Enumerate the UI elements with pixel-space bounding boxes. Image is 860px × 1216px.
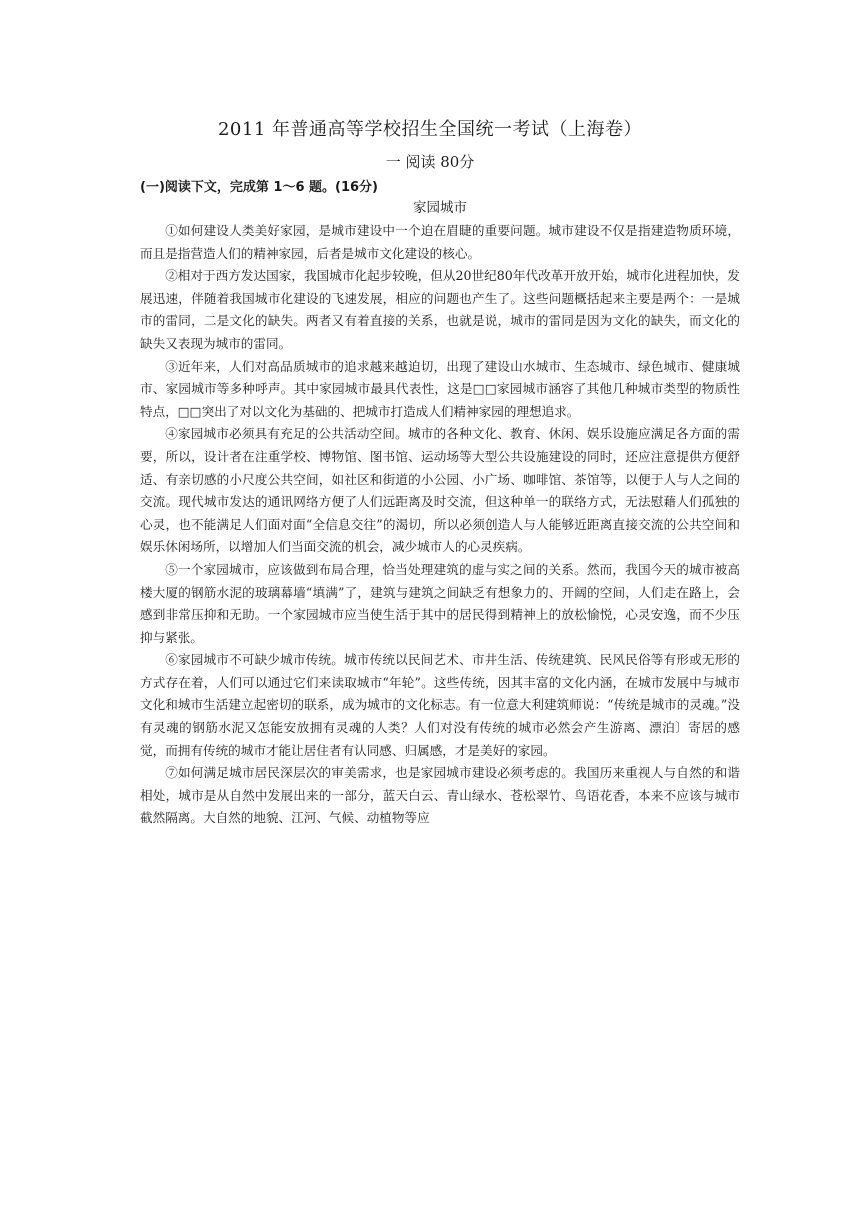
paragraph-7: ⑦如何满足城市居民深层次的审美需求，也是家园城市建设必须考虑的。我国历来重视人与自然的和谐相处，城市是从自然中发展出来的一部分，蓝天白云、青山绿水、苍松翠竹、鸟语花香，本来不应该与城市截然隔离。大自然的地貌、江河、气候、动植物等应 [140, 765, 740, 826]
scanned-passage [140, 178, 740, 830]
paragraph-3: ③近年来，人们对高品质城市的追求越来越迫切，出现了建设山水城市、生态城市、绿色城市、健康城市、家园城市等多种呼声。其中家园城市最具代表性，这是□□家园城市涵容了其他几种城市类型的物质性特点，□□突出了对以文化为基础的、把城市打造成人们精神家园的理想追求。 [140, 358, 740, 419]
article-title: 家园城市 [413, 200, 467, 216]
paragraph-5: ⑤一个家园城市，应该做到布局合理，恰当处理建筑的虚与实之间的关系。然而，我国今天的城市被高楼大厦的钢筋水泥的玻璃幕墙“填满”了，建筑与建筑之间缺乏有想象力的、开阔的空间，人们走在路上，会感到非常压抑和无助。一个家园城市应当使生活于其中的居民得到精神上的放松愉悦，心灵安逸，而不少压抑与紧张。 [140, 561, 740, 645]
paragraph-6: ⑥家园城市不可缺少城市传统。城市传统以民间艺术、市井生活、传统建筑、民风民俗等有形或无形的方式存在着，人们可以通过它们来读取城市“年轮”。这些传统，因其丰富的文化内涵，在城市发展中与城市文化和城市生活建立起密切的联系，成为城市的文化标志。有一位意大利建筑师说：“传统是城市的灵魂。”没有灵魂的钢筋水泥又怎能安放拥有灵魂的人类？人们对没有传统的城市必然会产生游离、漂泊〕寄居的感觉，而拥有传统的城市才能让居住者有认同感、归属感，才是美好的家园。 [140, 652, 740, 758]
exam-title: 2011 年普通高等学校招生全国统一考试（上海卷） [217, 119, 643, 140]
paragraph-1: ①如何建设人类美好家园，是城市建设中一个迫在眉睫的重要问题。城市建设不仅是指建造物质环境，而且是指营造人们的精神家园，后者是城市文化建设的核心。 [140, 223, 740, 261]
section-title: 一 阅读 80分 [385, 153, 475, 171]
paragraph-4: ④家园城市必须具有充足的公共活动空间。城市的各种文化、教育、休闲、娱乐设施应满足各方面的需要，所以，设计者在注重学校、博物馆、图书馆、运动场等大型公共设施建设的同时，还应注意提供方便舒适、有亲切感的小尺度公共空间，如社区和街道的小公园、小广场、咖啡馆、茶馆等，以便于人与人之间的交流。现代城市发达的通讯网络方便了人们远距离及时交流，但这种单一的联络方式，无法慰藉人们孤独的心灵，也不能满足人们面对面“全信息交往”的渴切，所以必须创造人与人能够近距离直接交流的公共空间和娱乐休闲场所，以增加人们当面交流的机会，减少城市人的心灵疾病。 [140, 426, 740, 555]
paragraph-2: ②相对于西方发达国家，我国城市化起步较晚，但从20世纪80年代改革开放开始，城市化进程加快，发展迅速，伴随着我国城市化建设的飞速发展，相应的问题也产生了。这些问题概括起来主要是两个：一是城市的雷同，二是文化的缺失。两者又有着直接的关系，也就是说，城市的雷同是因为文化的缺失，而文化的缺失又表现为城市的雷同。 [140, 268, 740, 351]
article-body [140, 220, 740, 830]
part-instruction: (一)阅读下文，完成第 1～6 题。(16分) [140, 180, 378, 195]
